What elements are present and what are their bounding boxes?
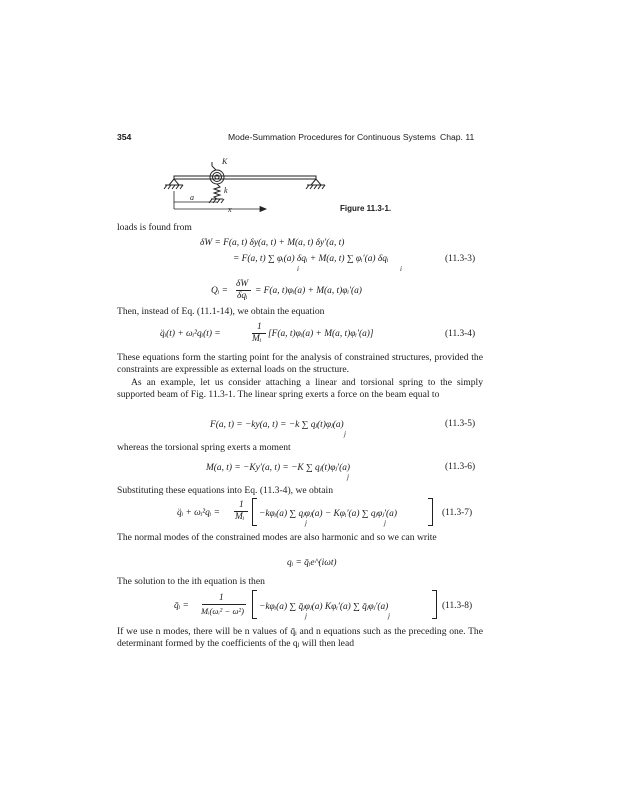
linear-spring-icon (209, 184, 224, 203)
equation-q-lhs: Qᵢ = (211, 286, 228, 296)
equation-11-3-7-lhs: q̈ᵢ + ωᵢ²qᵢ = (177, 508, 220, 518)
sum-index: i (400, 265, 402, 273)
equation-number: (11.3-3) (445, 254, 476, 264)
sum-index: j (305, 519, 307, 527)
left-bracket (252, 590, 257, 619)
right-support-icon (306, 179, 325, 189)
equation-harmonic: qᵢ = q̄ᵢe^(iωt) (287, 558, 337, 568)
fraction-denominator: Mᵢ (252, 334, 262, 344)
linear-spring-label: k (224, 186, 228, 195)
paragraph-6: Substituting these equations into Eq. (11.3-4), we obtain (117, 485, 334, 496)
equation-11-3-8-lhs: q̄ᵢ = (174, 601, 189, 611)
paragraph-5: whereas the torsional spring exerts a moment (117, 442, 291, 453)
equation-11-3-3-line-1: δW = F(a, t) δy(a, t) + M(a, t) δy′(a, t) (200, 238, 345, 248)
figure-caption: Figure 11.3-1. (340, 204, 392, 213)
equation-11-3-4-lhs: q̈ᵢ(t) + ωᵢ²qᵢ(t) = (160, 329, 221, 339)
equation-number: (11.3-4) (445, 329, 476, 339)
beam-figure (160, 156, 360, 218)
fraction-bar (202, 604, 246, 605)
x-axis-arrow (174, 207, 266, 212)
paragraph-7: The normal modes of the constrained modes are also harmonic and so we can write (117, 532, 437, 543)
sum-index: j (305, 612, 307, 620)
sum-index: j (384, 519, 386, 527)
fraction-denominator: Mᵢ (235, 512, 245, 522)
fraction-numerator: 1 (239, 500, 244, 510)
equation-11-3-6: M(a, t) = −Ky′(a, t) = −K ∑ qⱼ(t)φⱼ′(a) (206, 463, 351, 473)
paragraph-9: If we use n modes, there will be n values of q̄ᵢ and n equations such as the preceding one. The determinant formed by the coefficients of the qⱼ will then lead (117, 626, 483, 650)
equation-number: (11.3-8) (442, 601, 473, 611)
left-support-icon (164, 179, 183, 189)
x-axis-label: x (228, 205, 232, 214)
paragraph-8: The solution to the ith equation is then (117, 576, 265, 587)
paragraph-1: loads is found from (117, 222, 192, 233)
equation-11-3-3-line-2: = F(a, t) ∑ φᵢ(a) δqᵢ + M(a, t) ∑ φᵢ′(a) δqᵢ (233, 254, 389, 264)
dimension-a-label: a (190, 193, 194, 202)
equation-11-3-5: F(a, t) = −ky(a, t) = −k ∑ qⱼ(t)φⱼ(a) (210, 420, 344, 430)
fraction-denominator: δqᵢ (237, 291, 248, 301)
sum-index: j (388, 612, 390, 620)
right-bracket (432, 590, 437, 619)
sum-index: j (344, 430, 346, 438)
equation-number: (11.3-6) (445, 462, 476, 472)
paragraph-4: As an example, let us consider attaching a linear and torsional spring to the simply supported beam of Fig. 11.3-1. The linear spring exerts a force on the beam equal to (117, 377, 483, 401)
left-bracket (252, 498, 257, 526)
running-title: Mode-Summation Procedures for Continuous Systems (228, 132, 436, 142)
equation-11-3-7-rhs: −kφᵢ(a) ∑ qⱼφⱼ(a) − Kφᵢ′(a) ∑ qⱼφⱼ′(a) (259, 509, 397, 519)
dimension-a (174, 191, 217, 209)
sum-index: i (297, 265, 299, 273)
equation-q-rhs: = F(a, t)φᵢ(a) + M(a, t)φᵢ′(a) (255, 286, 362, 296)
equation-number: (11.3-5) (445, 419, 476, 429)
page-number: 354 (117, 132, 132, 142)
fraction-numerator: δW (236, 279, 249, 289)
equation-number: (11.3-7) (442, 508, 473, 518)
fraction-numerator: 1 (219, 593, 224, 603)
equation-11-3-8-rhs: −kφᵢ(a) ∑ q̄ⱼφⱼ(a) Kφᵢ′(a) ∑ q̄ⱼφⱼ′(a) (259, 602, 389, 612)
fraction-numerator: 1 (257, 322, 262, 332)
paragraph-2: Then, instead of Eq. (11.1-14), we obtain the equation (117, 306, 325, 317)
chapter-label: Chap. 11 (440, 132, 475, 142)
beam (174, 176, 316, 179)
sum-index: j (347, 473, 349, 481)
right-bracket (428, 498, 433, 526)
paragraph-3: These equations form the starting point for the analysis of constrained structures, provided the constraints are expressible as external loads on the structure. (117, 352, 483, 376)
equation-11-3-4-rhs: [F(a, t)φᵢ(a) + M(a, t)φᵢ′(a)] (268, 329, 374, 339)
fraction-denominator: Mᵢ(ωᵢ² − ω²) (201, 606, 244, 616)
torsional-spring-label: K (222, 157, 228, 166)
